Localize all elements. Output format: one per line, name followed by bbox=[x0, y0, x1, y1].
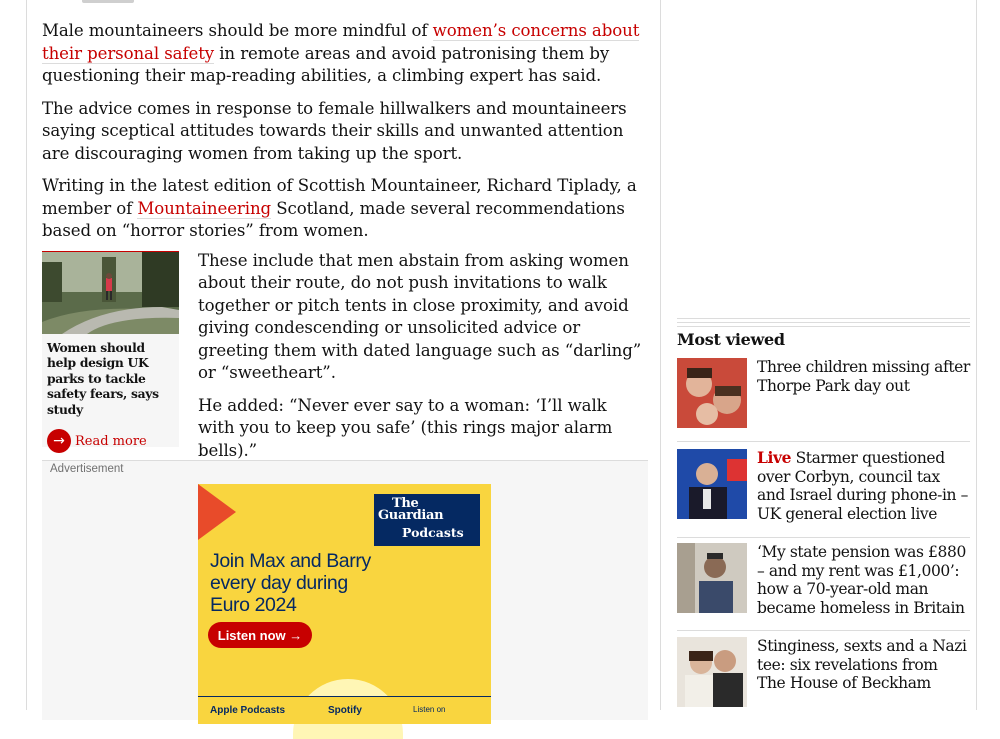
inline-section bbox=[42, 250, 648, 460]
pensioner-photo bbox=[677, 543, 747, 613]
most-viewed-headline: ‘My state pension was £880 – and my rent was £1,000’: how a 70-year-old man became homeless in Britain bbox=[757, 543, 966, 617]
article-body bbox=[42, 20, 648, 460]
safety-concerns-link[interactable]: women’s concerns about their personal safety bbox=[42, 21, 640, 63]
beckham-photo bbox=[677, 637, 747, 707]
rich-link-headline: Women should help design UK parks to tackle safety fears, says study bbox=[47, 339, 159, 417]
paragraph-3: Writing in the latest edition of Scottish Mountaineer, Richard Tiplady, a member of Mountaineering Scotland, made several recommendations based on “horror stories” from women. bbox=[42, 176, 637, 240]
inline-text bbox=[198, 250, 648, 473]
paragraph-4: These include that men abstain from asking women about their route, do not push invitations to walk together or pitch tents in close proximity, and avoid giving condescending or unsolicited advice or greeting them with dated language such as “darling” or “sweetheart”. bbox=[198, 250, 642, 382]
starmer-phone-in-photo bbox=[677, 449, 747, 519]
most-viewed-separator bbox=[677, 537, 970, 538]
listen-now-button[interactable]: Listen now → bbox=[208, 622, 312, 648]
mountaineering-link[interactable]: Mountaineering bbox=[137, 198, 272, 218]
most-viewed-item[interactable] bbox=[677, 637, 970, 707]
paragraph-1: Male mountaineers should be more mindful of women’s concerns about their personal safety in remote areas and avoid patronising them by questioning their map-reading abilities, a climbing expert has said. bbox=[42, 21, 640, 85]
page-edge-right bbox=[976, 0, 977, 710]
paragraph-2: The advice comes in response to female hillwalkers and mountaineers saying sceptical attitudes towards their skills and unwanted attention are discouraging women from taking up the sport. bbox=[42, 98, 627, 163]
spotify-label: Spotify bbox=[328, 705, 362, 716]
rich-link-card[interactable] bbox=[42, 251, 179, 447]
arrow-right-icon: → bbox=[47, 429, 71, 453]
page-edge-left bbox=[26, 0, 27, 710]
most-viewed-headline: Stinginess, sexts and a Nazi tee: six revelations from The House of Beckham bbox=[757, 637, 967, 693]
advertisement-slot bbox=[42, 460, 648, 720]
most-viewed-headline: Three children missing after Thorpe Park day out bbox=[757, 358, 970, 395]
most-viewed-item[interactable] bbox=[677, 358, 970, 428]
top-scroll-mark bbox=[82, 0, 134, 3]
read-more-button[interactable] bbox=[42, 417, 179, 453]
guardian-podcasts-logo: The Guardian Podcasts bbox=[374, 494, 480, 546]
most-viewed-item[interactable] bbox=[677, 543, 970, 617]
most-viewed-separator bbox=[677, 630, 970, 631]
amazon-label: Listen on bbox=[413, 705, 446, 714]
children-photo bbox=[677, 358, 747, 428]
read-more-label: Read more bbox=[75, 433, 147, 449]
paragraph-5: He added: “Never ever say to a woman: ‘I’ll walk with you to keep you safe’ (this rings major alarm bells).” bbox=[198, 395, 613, 460]
ad-platform-strip bbox=[198, 696, 491, 724]
ad-decor-triangle bbox=[198, 484, 236, 540]
most-viewed-rule-2 bbox=[677, 322, 970, 323]
ad-headline: Join Max and Barry every day during Euro 2024 bbox=[210, 550, 371, 616]
most-viewed-headline: Starmer questioned over Corbyn, council tax and Israel during phone-in – UK general election live bbox=[757, 449, 969, 523]
advertisement-label: Advertisement bbox=[50, 463, 124, 475]
live-kicker: Live bbox=[757, 448, 792, 467]
podcast-ad[interactable] bbox=[198, 484, 491, 724]
most-viewed-rule-3 bbox=[677, 326, 970, 327]
most-viewed-separator bbox=[677, 441, 970, 442]
most-viewed-rule bbox=[677, 318, 970, 319]
apple-podcasts-label: Apple Podcasts bbox=[210, 705, 286, 716]
park-runner-thumbnail bbox=[42, 252, 179, 334]
column-divider bbox=[660, 0, 661, 710]
most-viewed-title: Most viewed bbox=[677, 330, 785, 349]
most-viewed-item[interactable] bbox=[677, 449, 970, 523]
